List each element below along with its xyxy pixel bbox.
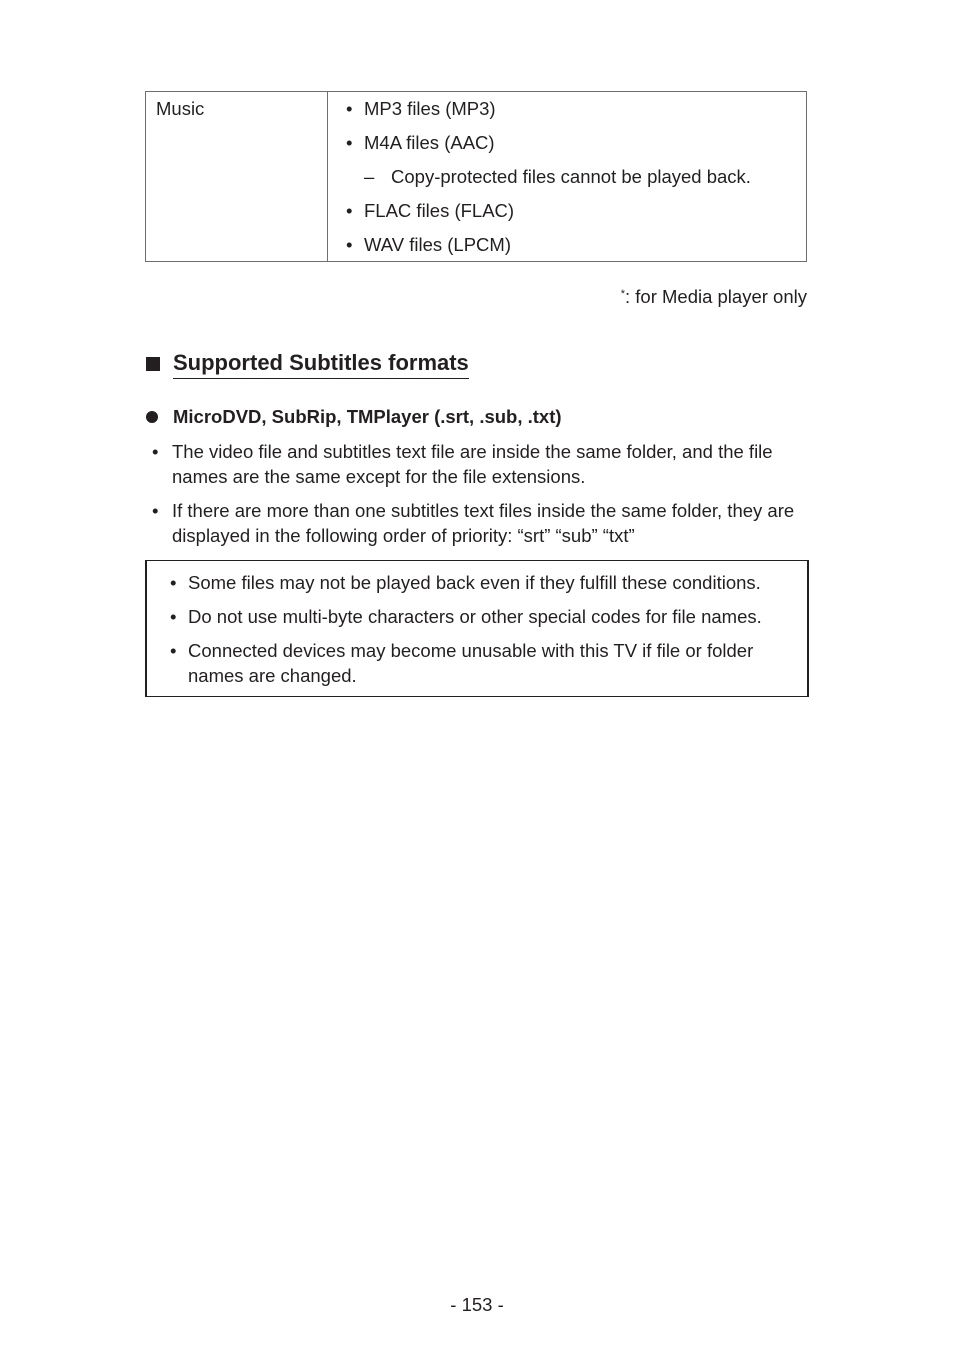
list-item <box>170 570 789 595</box>
bullet-icon: • <box>170 572 177 593</box>
bullet-icon: • <box>346 132 353 153</box>
caution-box <box>145 560 809 697</box>
subtitle-notes <box>152 439 812 557</box>
footnote <box>621 284 807 309</box>
dash-icon: – <box>364 166 375 187</box>
list-item <box>328 232 806 257</box>
section-heading <box>146 349 469 379</box>
asterisk-icon: * <box>620 288 625 300</box>
table-formats-cell <box>328 92 806 261</box>
square-icon <box>146 357 160 371</box>
format-names: MicroDVD, SubRip, TMPlayer (.srt, .sub, .txt) <box>173 406 562 427</box>
page-number: - 153 - <box>450 1294 504 1315</box>
list-item <box>152 439 812 489</box>
list-item <box>170 638 789 688</box>
note-text: The video file and subtitles text file are inside the same folder, and the file names are the same except for the file extensions. <box>172 441 773 487</box>
format-label: MP3 files (MP3) <box>364 98 496 119</box>
note-text: If there are more than one subtitles text files inside the same folder, they are displayed in the following order of priority: “srt” “sub” “txt” <box>172 500 795 546</box>
music-format-table <box>145 91 807 262</box>
bullet-icon: • <box>152 441 159 462</box>
table-category-cell: Music <box>146 92 328 261</box>
list-item <box>152 498 812 548</box>
caution-text: Do not use multi-byte characters or other special codes for file names. <box>188 606 762 627</box>
sub-note-text: Copy-protected files cannot be played back. <box>391 166 751 187</box>
subtitle-format-line <box>146 404 562 429</box>
list-item <box>170 604 789 629</box>
bullet-icon: • <box>170 640 177 661</box>
format-label: WAV files (LPCM) <box>364 234 511 255</box>
caution-text: Connected devices may become unusable with this TV if file or folder names are changed. <box>188 640 754 686</box>
bullet-icon: • <box>346 200 353 221</box>
sub-note <box>328 164 806 189</box>
circle-icon <box>146 411 158 423</box>
bullet-icon: • <box>346 234 353 255</box>
list-item <box>328 130 806 155</box>
section-title: Supported Subtitles formats <box>173 349 469 379</box>
caution-text: Some files may not be played back even if they fulfill these conditions. <box>188 572 761 593</box>
bullet-icon: • <box>170 606 177 627</box>
footnote-text: : for Media player only <box>624 286 807 307</box>
format-label: FLAC files (FLAC) <box>364 200 515 221</box>
format-label: M4A files (AAC) <box>364 132 495 153</box>
list-item <box>328 198 806 223</box>
list-item <box>328 96 806 121</box>
bullet-icon: • <box>346 98 353 119</box>
bullet-icon: • <box>152 500 159 521</box>
